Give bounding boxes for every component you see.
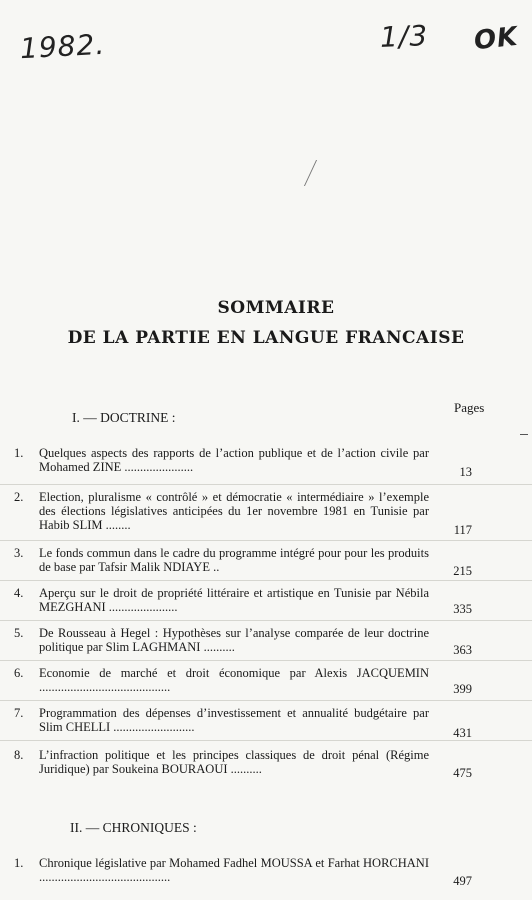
entry-number: 5. (14, 626, 24, 640)
entry-text: L’infraction politique et les principes classiques de droit pénal (Régime Juridique) par Soukeina BOURAOUI .......... (39, 748, 429, 776)
margin-mark (520, 434, 528, 435)
entry-text: De Rousseau à Hegel : Hypothèses sur l’analyse comparée de leur doctrine politique par Slim LAGHMANI .......... (39, 626, 429, 654)
handwritten-ok: OK (472, 21, 520, 57)
divider (0, 660, 532, 661)
entry-page: 431 (453, 726, 472, 740)
entry-number: 2. (14, 490, 24, 504)
entry-text: Programmation des dépenses d’investissement et annualité budgétaire par Slim CHELLI .......................... (39, 706, 429, 734)
entry-number: 1. (14, 446, 24, 460)
handwritten-year: 1982. (19, 27, 106, 66)
page-title: SOMMAIRE (217, 298, 335, 318)
entry-page: 13 (459, 465, 472, 479)
entry-text: Aperçu sur le droit de propriété littéraire et artistique en Tunisie par Nébila MEZGHANI ...................... (39, 586, 429, 614)
divider (0, 484, 532, 485)
divider (0, 740, 532, 741)
entry-text: Economie de marché et droit économique par Alexis JACQUEMIN .......................................... (39, 666, 429, 694)
section-heading-doctrine: I. — DOCTRINE : (72, 410, 176, 425)
pages-column-label: Pages (454, 400, 485, 415)
entry-page: 475 (453, 766, 472, 780)
page-subtitle: DE LA PARTIE EN LANGUE FRANCAISE (67, 328, 465, 348)
entry-page: 497 (453, 874, 472, 888)
entry-text: Le fonds commun dans le cadre du programme intégré pour pour les produits de base par Tafsir Malik NDIAYE .. (39, 546, 429, 574)
divider (0, 540, 532, 541)
pen-stroke-mark (304, 160, 329, 186)
entry-text: Chronique législative par Mohamed Fadhel MOUSSA et Farhat HORCHANI .......................................... (39, 856, 429, 884)
entry-text: Quelques aspects des rapports de l’action publique et de l’action civile par Mohamed ZINE ...................... (39, 446, 429, 474)
section-heading-chroniques: II. — CHRONIQUES : (70, 820, 197, 835)
entry-page: 399 (453, 682, 472, 696)
entry-page: 215 (453, 564, 472, 578)
entry-number: 7. (14, 706, 24, 720)
entry-page: 335 (453, 602, 472, 616)
divider (0, 620, 532, 621)
entry-number: 1. (14, 856, 24, 870)
entry-number: 3. (14, 546, 24, 560)
entry-number: 4. (14, 586, 24, 600)
entry-number: 6. (14, 666, 24, 680)
entry-number: 8. (14, 748, 24, 762)
entry-text: Election, pluralisme « contrôlé » et démocratie « intermédiaire » l’exemple des élections législatives anticipées du 1er novembre 1981 en Tunisie par Habib SLIM ........ (39, 490, 429, 532)
divider (0, 700, 532, 701)
divider (0, 580, 532, 581)
entry-page: 117 (453, 523, 472, 537)
entry-page: 363 (453, 643, 472, 657)
handwritten-volume: 1/3 (379, 19, 429, 54)
